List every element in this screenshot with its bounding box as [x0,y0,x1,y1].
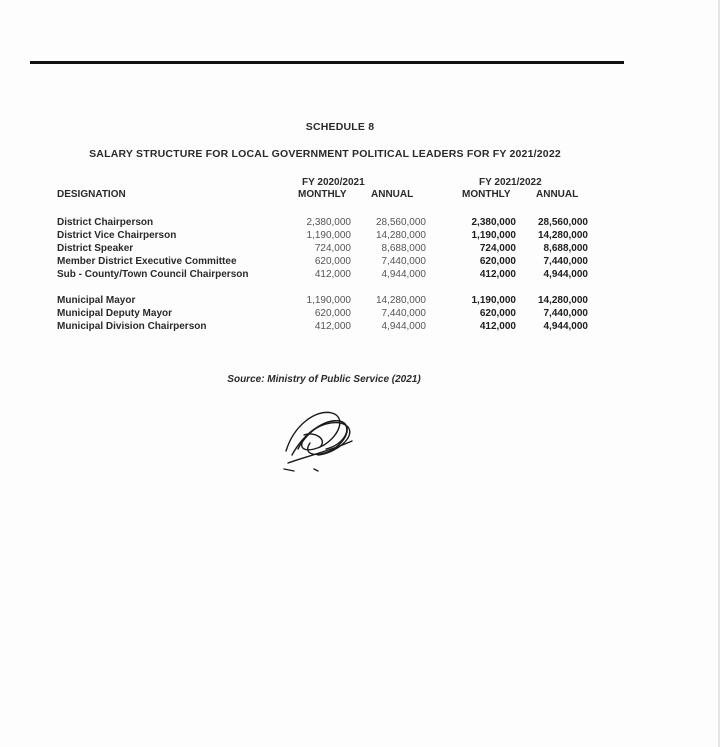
designation-cell: Municipal Deputy Mayor [57,308,173,319]
monthly-2020-cell: 1,190,000 [306,295,351,306]
designation-header: DESIGNATION [57,189,126,200]
monthly-2020-cell: 724,000 [314,243,351,254]
period-2020-label: FY 2020/2021 [302,177,365,188]
designation-cell: Sub - County/Town Council Chairperson [57,269,249,280]
annual-2021-cell: 7,440,000 [543,256,588,267]
schedule-label: SCHEDULE 8 [305,121,375,133]
document-title: SALARY STRUCTURE FOR LOCAL GOVERNMENT POLITICAL LEADERS FOR FY 2021/2022 [89,148,561,160]
annual-2021-cell: 14,280,000 [537,230,588,241]
annual-2020-cell: 4,944,000 [381,321,426,332]
monthly-header-2020: MONTHLY [298,189,347,200]
monthly-2021-cell: 724,000 [479,243,516,254]
annual-2021-cell: 4,944,000 [543,269,588,280]
annual-2021-cell: 8,688,000 [543,243,588,254]
signature-icon [274,405,364,477]
designation-cell: Municipal Division Chairperson [57,321,207,332]
monthly-2021-cell: 412,000 [479,269,516,280]
monthly-2021-cell: 1,190,000 [471,230,516,241]
monthly-2020-cell: 620,000 [314,256,351,267]
annual-2020-cell: 8,688,000 [381,243,426,254]
annual-2020-cell: 4,944,000 [381,269,426,280]
designation-cell: District Speaker [57,243,134,254]
monthly-2021-cell: 620,000 [479,308,516,319]
monthly-2020-cell: 2,380,000 [306,217,351,228]
designation-cell: Member District Executive Committee [57,256,237,267]
annual-header-2020: ANNUAL [371,189,414,200]
annual-2020-cell: 14,280,000 [375,295,426,306]
annual-2020-cell: 28,560,000 [375,217,426,228]
annual-2021-cell: 4,944,000 [543,321,588,332]
monthly-2021-cell: 412,000 [479,321,516,332]
monthly-2020-cell: 412,000 [314,321,351,332]
monthly-2020-cell: 620,000 [314,308,351,319]
designation-cell: Municipal Mayor [57,295,136,306]
period-2021-label: FY 2021/2022 [479,177,542,188]
source-note: Source: Ministry of Public Service (2021) [227,374,421,385]
monthly-2020-cell: 1,190,000 [306,230,351,241]
annual-2020-cell: 7,440,000 [381,308,426,319]
monthly-header-2021: MONTHLY [462,189,511,200]
annual-header-2021: ANNUAL [536,189,579,200]
monthly-2021-cell: 2,380,000 [471,217,516,228]
monthly-2021-cell: 1,190,000 [471,295,516,306]
monthly-2021-cell: 620,000 [479,256,516,267]
annual-2021-cell: 28,560,000 [537,217,588,228]
annual-2021-cell: 7,440,000 [543,308,588,319]
designation-cell: District Chairperson [57,217,154,228]
top-rule [30,61,624,64]
annual-2020-cell: 14,280,000 [375,230,426,241]
designation-cell: District Vice Chairperson [57,230,177,241]
annual-2021-cell: 14,280,000 [537,295,588,306]
monthly-2020-cell: 412,000 [314,269,351,280]
annual-2020-cell: 7,440,000 [381,256,426,267]
